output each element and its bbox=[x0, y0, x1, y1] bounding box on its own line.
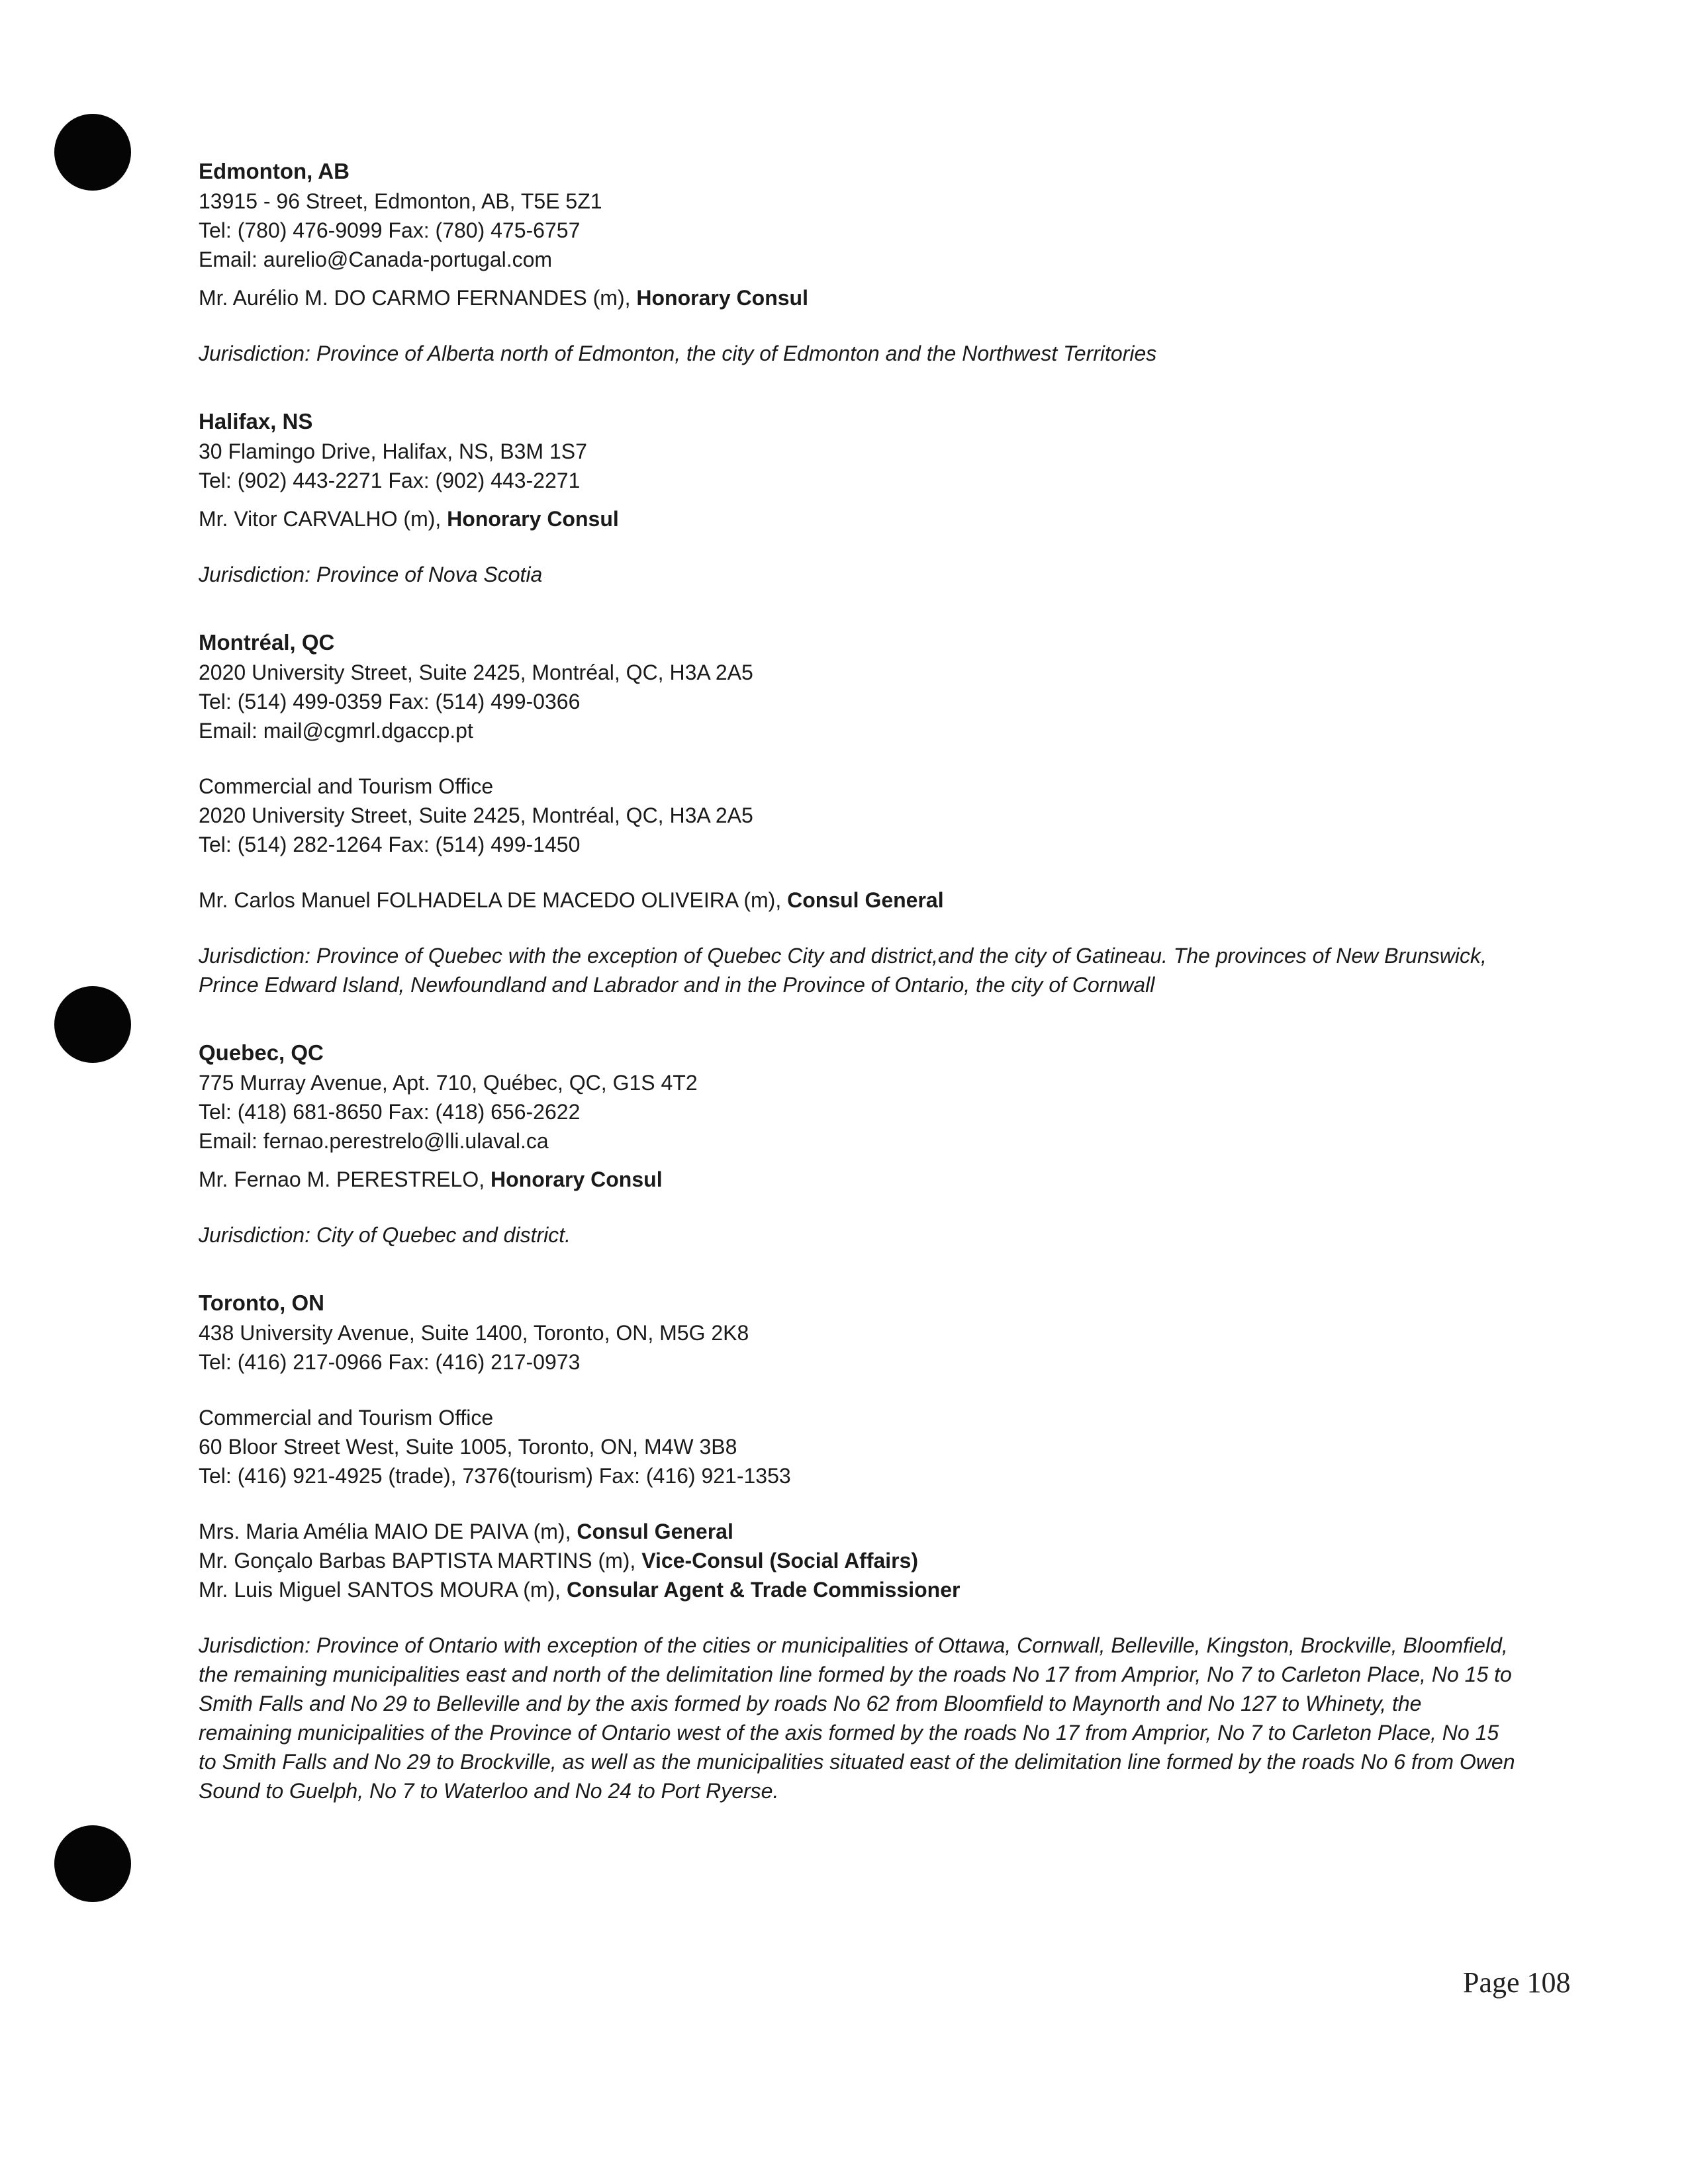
staff-name: Mr. Fernao M. PERESTRELO, bbox=[199, 1167, 491, 1191]
page-number: Page 108 bbox=[1463, 1966, 1571, 1999]
address: 2020 University Street, Suite 2425, Montréal, QC, H3A 2A5 bbox=[199, 660, 753, 684]
phone-fax: Tel: (902) 443-2271 Fax: (902) 443-2271 bbox=[199, 469, 581, 492]
city-heading: Toronto, ON bbox=[199, 1291, 325, 1315]
punch-hole-middle bbox=[54, 986, 131, 1063]
jurisdiction-label: Jurisdiction: bbox=[199, 1633, 316, 1657]
staff-name: Mr. Carlos Manuel FOLHADELA DE MACEDO OLIVEIRA (m), bbox=[199, 888, 788, 912]
jurisdiction-label: Jurisdiction: bbox=[199, 563, 316, 586]
entry-edmonton bbox=[199, 156, 1523, 368]
address: 438 University Avenue, Suite 1400, Toronto, ON, M5G 2K8 bbox=[199, 1321, 749, 1345]
address: 30 Flamingo Drive, Halifax, NS, B3M 1S7 bbox=[199, 439, 587, 463]
staff-title: Vice-Consul (Social Affairs) bbox=[641, 1549, 919, 1572]
jurisdiction-label: Jurisdiction: bbox=[199, 944, 316, 968]
entry-halifax bbox=[199, 406, 1523, 589]
entry-toronto bbox=[199, 1288, 1523, 1805]
jurisdiction bbox=[199, 339, 1516, 368]
city-heading: Montréal, QC bbox=[199, 630, 335, 655]
phone-fax: Tel: (780) 476-9099 Fax: (780) 475-6757 bbox=[199, 218, 581, 242]
staff-title: Honorary Consul bbox=[636, 286, 808, 310]
phone-fax: Tel: (514) 499-0359 Fax: (514) 499-0366 bbox=[199, 690, 581, 713]
city-heading: Edmonton, AB bbox=[199, 159, 350, 183]
jurisdiction bbox=[199, 1220, 1516, 1250]
office-address: 60 Bloor Street West, Suite 1005, Toronto, ON, M4W 3B8 bbox=[199, 1435, 737, 1459]
entry-montreal bbox=[199, 627, 1523, 999]
jurisdiction-text: Province of Nova Scotia bbox=[316, 563, 543, 586]
staff-title: Consul General bbox=[577, 1520, 733, 1543]
staff-line bbox=[199, 1517, 1523, 1546]
entry-quebec bbox=[199, 1038, 1523, 1250]
email: Email: mail@cgmrl.dgaccp.pt bbox=[199, 719, 473, 743]
jurisdiction bbox=[199, 1631, 1516, 1805]
office-address: 2020 University Street, Suite 2425, Montréal, QC, H3A 2A5 bbox=[199, 803, 753, 827]
punch-hole-top bbox=[54, 114, 131, 191]
jurisdiction-label: Jurisdiction: bbox=[199, 1223, 316, 1247]
email: Email: aurelio@Canada-portugal.com bbox=[199, 248, 553, 271]
staff-line bbox=[199, 1165, 1523, 1194]
staff-line bbox=[199, 886, 1523, 915]
office-name: Commercial and Tourism Office bbox=[199, 1406, 494, 1430]
jurisdiction-text: City of Quebec and district. bbox=[316, 1223, 571, 1247]
office-phone-fax: Tel: (416) 921-4925 (trade), 7376(tourism) Fax: (416) 921-1353 bbox=[199, 1464, 791, 1488]
staff-name: Mr. Aurélio M. DO CARMO FERNANDES (m), bbox=[199, 286, 637, 310]
consulate-listing bbox=[199, 156, 1523, 1805]
staff-title: Consular Agent & Trade Commissioner bbox=[566, 1578, 961, 1602]
staff-name: Mr. Gonçalo Barbas BAPTISTA MARTINS (m), bbox=[199, 1549, 642, 1572]
staff-line bbox=[199, 1546, 1523, 1575]
phone-fax: Tel: (418) 681-8650 Fax: (418) 656-2622 bbox=[199, 1100, 581, 1124]
staff-name: Mr. Luis Miguel SANTOS MOURA (m), bbox=[199, 1578, 567, 1602]
jurisdiction-text: Province of Quebec with the exception of Quebec City and district,and the city of Gatineau. The provinces of New Brunswick, Prince Edward Island, Newfoundland and Labrador and in the Province of Ontario, the city of Cornwall bbox=[199, 944, 1487, 997]
jurisdiction-label: Jurisdiction: bbox=[199, 341, 316, 365]
email: Email: fernao.perestrelo@lli.ulaval.ca bbox=[199, 1129, 549, 1153]
jurisdiction bbox=[199, 941, 1516, 999]
address: 775 Murray Avenue, Apt. 710, Québec, QC, G1S 4T2 bbox=[199, 1071, 698, 1095]
staff-line bbox=[199, 504, 1523, 533]
city-heading: Halifax, NS bbox=[199, 409, 313, 433]
staff-name: Mr. Vitor CARVALHO (m), bbox=[199, 507, 447, 531]
staff-title: Honorary Consul bbox=[491, 1167, 663, 1191]
staff-title: Consul General bbox=[787, 888, 944, 912]
city-heading: Quebec, QC bbox=[199, 1040, 324, 1065]
office-phone-fax: Tel: (514) 282-1264 Fax: (514) 499-1450 bbox=[199, 833, 581, 856]
jurisdiction-text: Province of Alberta north of Edmonton, the city of Edmonton and the Northwest Territories bbox=[316, 341, 1157, 365]
address: 13915 - 96 Street, Edmonton, AB, T5E 5Z1 bbox=[199, 189, 602, 213]
staff-title: Honorary Consul bbox=[447, 507, 619, 531]
jurisdiction bbox=[199, 560, 1516, 589]
punch-hole-bottom bbox=[54, 1825, 131, 1902]
phone-fax: Tel: (416) 217-0966 Fax: (416) 217-0973 bbox=[199, 1350, 581, 1374]
staff-name: Mrs. Maria Amélia MAIO DE PAIVA (m), bbox=[199, 1520, 577, 1543]
staff-line bbox=[199, 1575, 1523, 1604]
jurisdiction-text: Province of Ontario with exception of the cities or municipalities of Ottawa, Cornwall, Belleville, Kingston, Brockville, Bloomfield, the remaining municipalities east and north of the delimitation line formed by the roads No 17 from Amprior, No 7 to Carleton Place, No 15 to Smith Falls and No 29 to Belleville and by the axis formed by roads No 62 from Bloomfield to Maynorth and No 127 to Whinety, the remaining municipalities of the Province of Ontario west of the axis formed by the roads No 17 from Amprior, No 7 to Carleton Place, No 15 to Smith Falls and No 29 to Brockville, as well as the municipalities situated east of the delimitation line formed by the roads No 6 from Owen Sound to Guelph, No 7 to Waterloo and No 24 to Port Ryerse. bbox=[199, 1633, 1515, 1803]
office-name: Commercial and Tourism Office bbox=[199, 774, 494, 798]
staff-line bbox=[199, 283, 1523, 312]
